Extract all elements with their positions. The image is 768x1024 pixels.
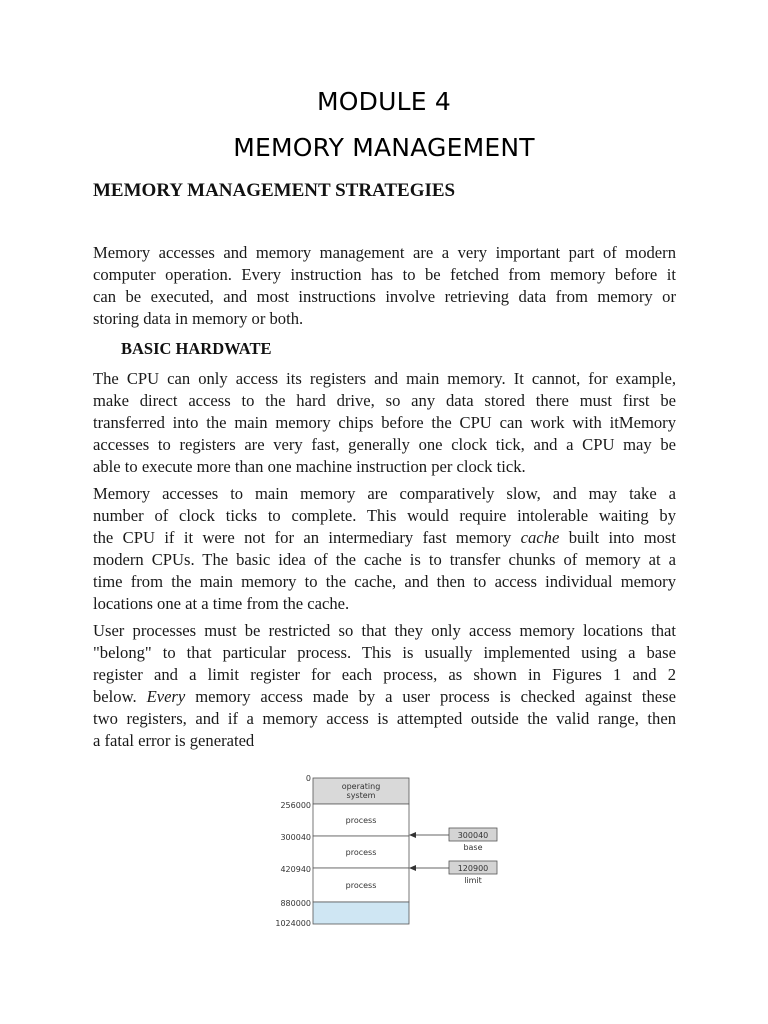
- paragraph-line: register and a limit register for each process, as shown in Figures 1 and 2: [93, 665, 676, 684]
- registers-paragraph: [93, 620, 676, 752]
- paragraph-line: Memory accesses to main memory are comparatively slow, and may take a: [93, 484, 676, 503]
- base-register-value: 300040: [457, 831, 489, 840]
- paragraph-line: able to execute more than one machine instruction per clock tick.: [93, 457, 526, 476]
- block-label: process: [345, 881, 377, 890]
- address-label: 300040: [280, 833, 311, 842]
- paragraph-line: The CPU can only access its registers and main memory. It cannot, for example,: [93, 369, 676, 388]
- module-title: MODULE 4: [317, 87, 451, 116]
- paragraph-line: two registers, and if a memory access is attempted outside the valid range, then: [93, 709, 676, 728]
- paragraph-line: accesses to registers are very fast, generally one clock tick, and a CPU may be: [93, 435, 676, 454]
- subsection-heading: BASIC HARDWATE: [121, 339, 272, 358]
- paragraph-line: storing data in memory or both.: [93, 309, 304, 328]
- intro-paragraph: [93, 242, 676, 330]
- address-label: 880000: [280, 899, 311, 908]
- limit-register-label: limit: [464, 876, 482, 885]
- section-heading: MEMORY MANAGEMENT STRATEGIES: [93, 180, 456, 201]
- text-run: built into most: [559, 528, 676, 547]
- paragraph-line: User processes must be restricted so that they only access memory locations that: [93, 621, 676, 640]
- address-label: 0: [305, 774, 311, 783]
- text-run: memory access made by a user process is checked against these: [185, 687, 676, 706]
- block-label: process: [345, 816, 377, 825]
- emphasis-every: Every: [146, 687, 186, 706]
- block-label: process: [345, 848, 377, 857]
- address-label: 420940: [280, 865, 311, 874]
- block-label: system: [346, 791, 376, 800]
- limit-register-value: 120900: [457, 864, 489, 873]
- paragraph-line: [93, 527, 676, 549]
- arrow-head-icon: [409, 865, 416, 871]
- paragraph-line: modern CPUs. The basic idea of the cache is to transfer chunks of memory at a: [93, 550, 676, 569]
- paragraph-line: number of clock ticks to complete. This would require intolerable waiting by: [93, 506, 676, 525]
- paragraph-line: make direct access to the hard drive, so any data stored there must first be: [93, 391, 676, 410]
- arrow-head-icon: [409, 832, 416, 838]
- page-title: MEMORY MANAGEMENT: [233, 133, 535, 162]
- paragraph-line: "belong" to that particular process. This is usually implemented using a base: [93, 643, 676, 662]
- text-run: below.: [93, 687, 147, 706]
- paragraph-line: time from the main memory to the cache, and then to access individual memory: [93, 572, 676, 591]
- address-label: 256000: [280, 801, 311, 810]
- paragraph-line: computer operation. Every instruction has to be fetched from memory before it: [93, 265, 676, 284]
- paragraph-line: can be executed, and most instructions involve retrieving data from memory or: [93, 287, 676, 306]
- paragraph-line: transferred into the main memory chips before the CPU can work with itMemory: [93, 413, 676, 432]
- cache-paragraph: [93, 483, 676, 615]
- text-run: the CPU if it were not for an intermediary fast memory: [93, 528, 521, 547]
- memory-layout-figure: [265, 768, 505, 933]
- block-label: operating: [341, 782, 381, 791]
- address-label: 1024000: [275, 919, 311, 928]
- paragraph-line: Memory accesses and memory management are a very important part of modern: [93, 243, 676, 262]
- free-memory-block: [313, 902, 409, 924]
- paragraph-line: a fatal error is generated: [93, 731, 255, 750]
- paragraph-line: [93, 686, 676, 708]
- emphasis-cache: cache: [520, 528, 560, 547]
- paragraph-line: locations one at a time from the cache.: [93, 594, 350, 613]
- base-register-label: base: [463, 843, 483, 852]
- hardware-paragraph: [93, 368, 676, 478]
